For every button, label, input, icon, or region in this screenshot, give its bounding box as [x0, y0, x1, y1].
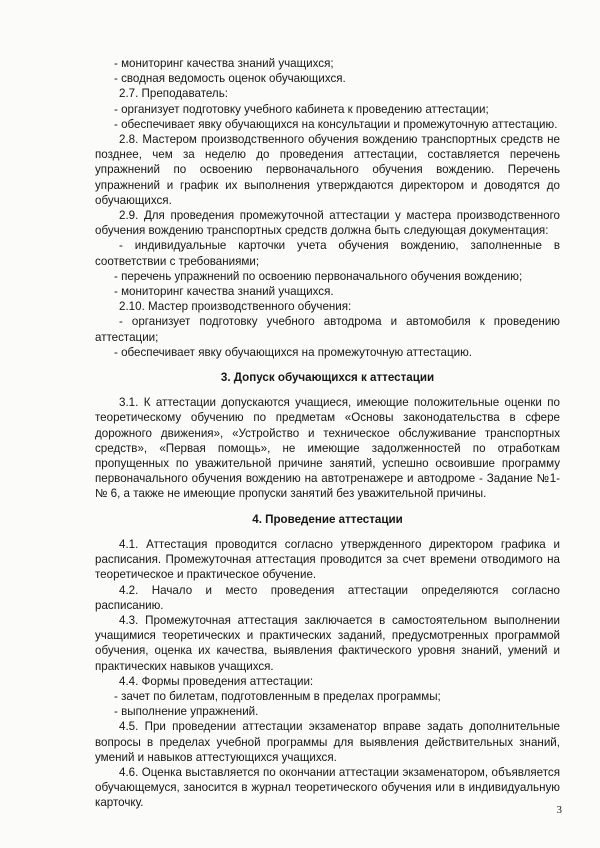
- list-item: - выполнение упражнений.: [114, 705, 259, 719]
- subsection-title: 4.4. Формы проведения аттестации:: [119, 674, 314, 688]
- page-content: [95, 56, 560, 811]
- paragraph-2-9: 2.9. Для проведения промежуточной аттестации у мастера производственного обучения вождению транспортных средств должна быть следующая документация:: [95, 209, 560, 238]
- list-item: - организует подготовку учебного автодрома и автомобиля к проведению аттестации;: [95, 315, 560, 344]
- subsection-title: 2.10. Мастер производственного обучения:: [119, 300, 352, 314]
- paragraph-2-8: 2.8. Мастером производственного обучения вождению транспортных средств не позднее, чем за неделю до проведения аттестации, составляется перечень упражнений по освоению первоначального обучения вождению. Перечень упражнений и график их выполнения утверждаются директором и доводятся до обучающихся.: [95, 133, 560, 207]
- paragraph-4-1: 4.1. Аттестация проводится согласно утвержденного директором графика и расписания. Промежуточная аттестация проводится за счет времени отводимого на теоретическое и практическое обучение.: [95, 537, 560, 582]
- list-item: - зачет по билетам, подготовленным в пределах программы;: [114, 689, 441, 703]
- list-item: - сводная ведомость оценок обучающихся.: [114, 72, 346, 86]
- list-item: - мониторинг качества знаний учащихся;: [114, 57, 334, 70]
- paragraph-4-3: 4.3. Промежуточная аттестация заключается в самостоятельном выполнении учащимися теоретических и практических заданий, предусмотренных программой обучения, оценка их качества, выявления фактического уровня знаний, умений и практических навыков учащихся.: [95, 613, 560, 673]
- list-item: - обеспечивает явку обучающихся на промежуточную аттестацию.: [114, 345, 472, 359]
- list-item: - организует подготовку учебного кабинета к проведению аттестации;: [114, 102, 489, 116]
- paragraph-4-2: 4.2. Начало и место проведения аттестации определяются согласно расписанию.: [95, 583, 560, 612]
- list-item: - индивидуальные карточки учета обучения вождению, заполненные в соответствии с требованиями;: [95, 239, 560, 268]
- page-number: 3: [556, 803, 562, 816]
- paragraph-4-5: 4.5. При проведении аттестации экзаменатор вправе задать дополнительные вопросы в пределах учебной программы для выявления действительных знаний, умений и навыков аттестующихся учащихся.: [95, 720, 560, 764]
- list-item: - перечень упражнений по освоению первоначального обучения вождению;: [114, 269, 523, 283]
- subsection-title: 2.7. Преподаватель:: [119, 87, 228, 101]
- section-4-heading: 4. Проведение аттестации: [252, 512, 403, 526]
- list-item: - обеспечивает явку обучающихся на консультации и промежуточную аттестацию.: [114, 117, 558, 131]
- list-item: - мониторинг качества знаний учащихся.: [114, 285, 334, 299]
- paragraph-3-1: 3.1. К аттестации допускаются учащиеся, имеющие положительные оценки по теоретическому обучению по предметам «Основы законодательства в сфере дорожного движения», «Устройство и техническое обслуживание транспортных средств», «Первая помощь», не имеющие задолженностей по отработкам пропущенных по уважительной причине занятий, успешно освоившие программу первоначального обучения вождению на автотренажере и автодроме - Задание №1-№ 6, а также не имеющие пропуски занятий без уважительной причины.: [95, 396, 560, 501]
- section-3-heading: 3. Допуск обучающихся к аттестации: [220, 371, 435, 385]
- paragraph-4-6: 4.6. Оценка выставляется по окончании аттестации экзаменатором, объявляется обучающемуся, заносится в журнал теоретического обучения или в индивидуальную карточку.: [95, 765, 560, 810]
